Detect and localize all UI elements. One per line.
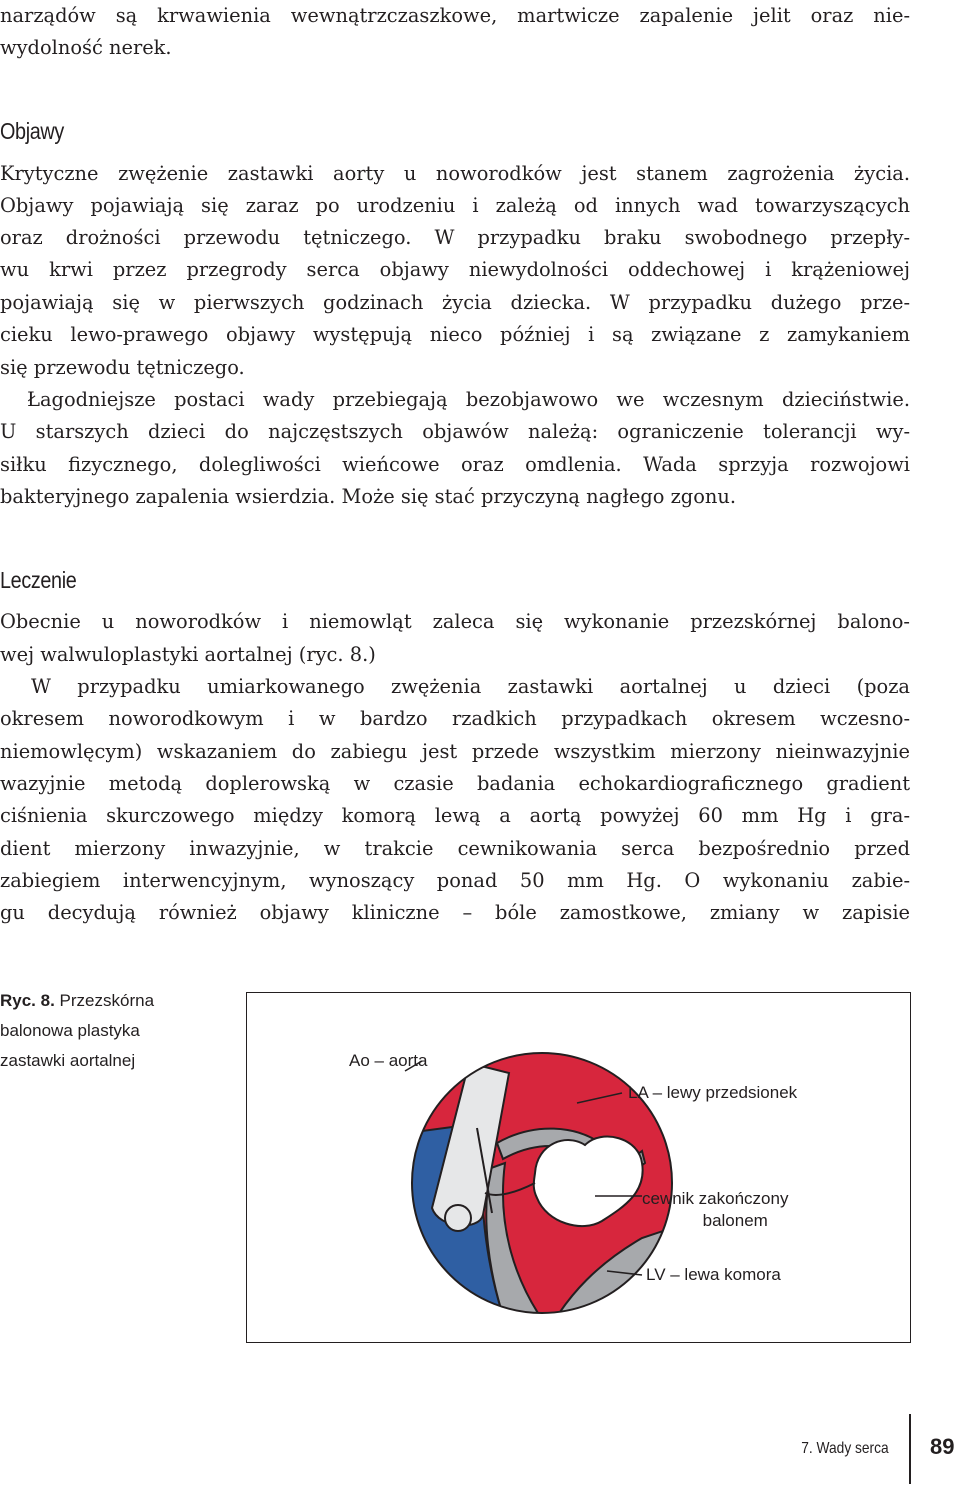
objawy-line-7: się przewodu tętniczego. — [0, 356, 245, 379]
leczenie-line-9: zabiegiem interwencyjnym, wynoszący ponad 50 mm Hg. O wykonaniu zabie- — [0, 869, 910, 892]
leczenie-line-10: gu decydują również objawy kliniczne – bóle zamostkowe, zmiany w zapisie — [0, 901, 910, 924]
objawy-line-4: wu krwi przez przegrody serca objawy niewydolności oddechowej i krążeniowej — [0, 258, 910, 281]
catheter-end — [445, 1205, 471, 1231]
objawy-line-1: Krytyczne zwężenie zastawki aorty u noworodków jest stanem zagrożenia życia. — [0, 162, 910, 185]
leczenie-line-7: ciśnienia skurczowego między komorą lewą a aortą powyżej 60 mm Hg i gra- — [0, 804, 910, 827]
leczenie-line-3: W przypadku umiarkowanego zwężenia zastawki aortalnej u dzieci (poza — [31, 675, 910, 698]
leczenie-line-2: wej walwuloplastyki aortalnej (ryc. 8.) — [0, 643, 376, 666]
label-catheter-line-2: balonem — [702, 1211, 768, 1230]
objawy-line-9: U starszych dzieci do najczęstszych objawów należą: ograniczenie tolerancji wy- — [0, 420, 910, 443]
leczenie-line-5: niemowlęcym) wskazaniem do zabiegu jest przede wszystkim mierzony nieinwazyjnie — [0, 740, 910, 763]
leczenie-line-1: Obecnie u noworodków i niemowląt zaleca się wykonanie przezskórnej balono- — [0, 610, 910, 633]
leczenie-line-6: wazyjnie metodą doplerowską w czasie badania echokardiograficznego gradient — [0, 772, 910, 795]
figure-caption — [0, 986, 180, 1076]
figure-caption-line-2: balonowa plastyka — [0, 1021, 140, 1040]
objawy-line-8: Łagodniejsze postaci wady przebiegają bezobjawowo we wczesnym dzieciństwie. — [27, 388, 910, 411]
intro-line-2: wydolność nerek. — [0, 36, 172, 59]
figure-caption-label: Ryc. 8. — [0, 991, 55, 1010]
objawy-line-2: Objawy pojawiają się zaraz po urodzeniu i zależą od innych wad towarzyszących — [0, 194, 910, 217]
objawy-line-3: oraz drożności przewodu tętniczego. W przypadku braku swobodnego przepły- — [0, 226, 910, 249]
figure-balloon-valvuloplasty — [246, 992, 911, 1343]
objawy-line-6: cieku lewo-prawego objawy występują nieco później i są związane z zamykaniem — [0, 323, 910, 346]
objawy-line-5: pojawiają się w pierwszych godzinach życia dziecka. W przypadku dużego prze- — [0, 291, 910, 314]
objawy-line-11: bakteryjnego zapalenia wsierdzia. Może się stać przyczyną nagłego zgonu. — [0, 485, 737, 508]
figure-caption-line-1: Przezskórna — [59, 991, 155, 1010]
section-heading-leczenie: Leczenie — [0, 567, 77, 593]
label-lv: LV – lewa komora — [646, 1265, 781, 1284]
footer-divider — [909, 1414, 911, 1484]
intro-line-1: narządów są krwawienia wewnątrzczaszkowe, martwicze zapalenie jelit oraz nie- — [0, 4, 910, 27]
heart-illustration — [247, 993, 911, 1343]
section-heading-objawy: Objawy — [0, 118, 64, 144]
chapter-name: 7. Wady serca — [801, 1440, 889, 1457]
page-number: 89 — [930, 1434, 955, 1459]
label-catheter-line-1: cewnik zakończony — [642, 1189, 789, 1208]
leczenie-line-4: okresem noworodkowym i w bardzo rzadkich przypadkach okresem wczesno- — [0, 707, 910, 730]
leczenie-line-8: dient mierzony inwazyjnie, w trakcie cewnikowania serca bezpośrednio przed — [0, 837, 910, 860]
label-catheter — [642, 1188, 788, 1232]
label-ao: Ao – aorta — [349, 1051, 428, 1070]
objawy-line-10: siłku fizycznego, dolegliwości wieńcowe oraz omdlenia. Wada sprzyja rozwojowi — [0, 453, 910, 476]
figure-caption-line-3: zastawki aortalnej — [0, 1051, 136, 1070]
label-la: LA – lewy przedsionek — [628, 1083, 798, 1102]
